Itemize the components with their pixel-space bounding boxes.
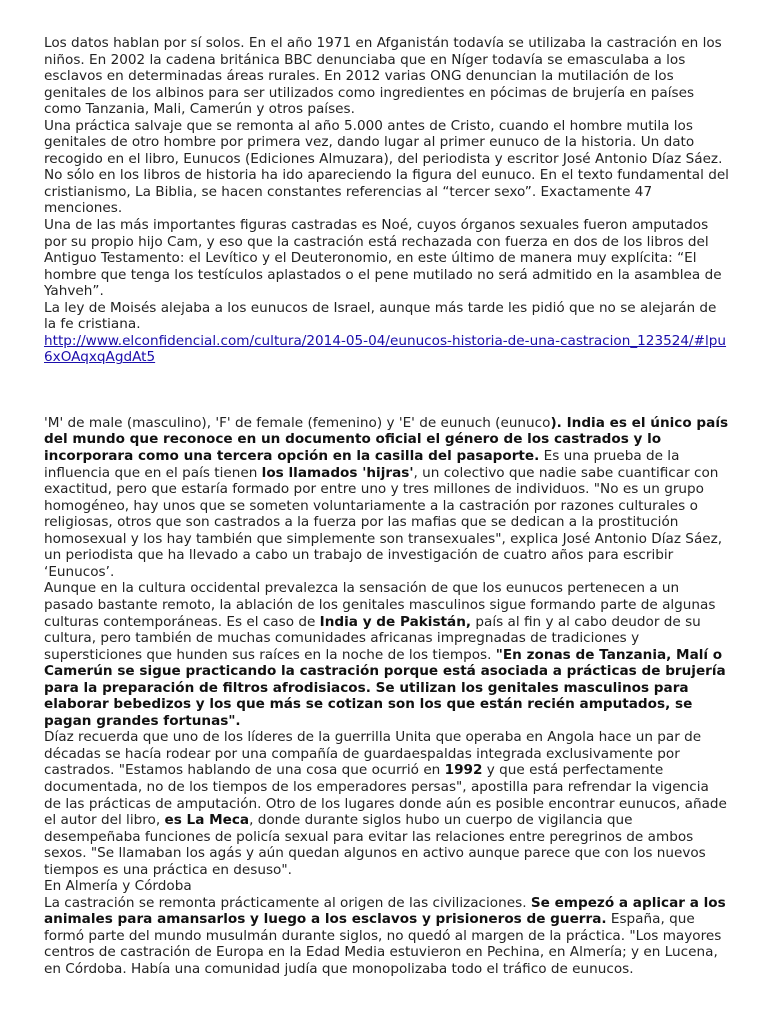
source-link-row <box>44 333 730 366</box>
source-link[interactable]: http://www.elconfidencial.com/cultura/2014-05-04/eunucos-historia-de-una-castracion_123524/#lpu6xOAqxqAgdAt5 <box>44 332 727 366</box>
text-segment: Es una prueba de la influencia que en el país tienen <box>44 448 680 481</box>
text-segment: , un colectivo que nadie sabe cuantificar con exactitud, pero que estaría formado por entre uno y tres millones de individuos. "No es un grupo homogéneo, hay unos que se someten voluntariamente a la castración por razones culturales o religiosas, otros que son castrados a la fuerza por las mafias que se dedican a la prostitución homosexual y los hay también que simplemente son transexuales", explica José Antonio Díaz Sáez, un periodista que ha llevado a cabo un trabajo de investigación de cuatro años para escribir ‘Eunucos’. <box>44 464 723 580</box>
bold-segment: India y de Pakistán, <box>319 613 472 630</box>
paragraph-origen-civilizaciones <box>44 895 730 978</box>
text-segment: , donde durante siglos hubo un cuerpo de vigilancia que desempeñaba funciones de policía sexual para evitar las relaciones entre peregrinos de ambos sexos. "Se llamaban los agás y aún quedan algunos en activo aunque parece que con los nuevos tiempos es una práctica en desuso". <box>44 812 706 878</box>
bold-segment: ). India es el único país del mundo que reconoce en un documento oficial el género de los castrados y lo incorporara como una tercera opción en la casilla del pasaporte. <box>44 414 729 465</box>
paragraph-cultura-occidental <box>44 580 730 729</box>
text-segment: y que está perfectamente documentada, no de los tiempos de los emperadores persas", apostilla para refrendar la vigencia de las prácticas de amputación. Otro de los lugares donde aún es posible encontrar eunucos, añade el autor del libro, <box>44 762 727 829</box>
text-segment: España, que formó parte del mundo musulmán durante siglos, no quedó al margen de la práctica. "Los mayores centros de castración de Europa en la Edad Media estuvieron en Pechina, en Almería; y en Lucena, en Córdoba. Había una comunidad judía que monopolizaba todo el tráfico de eunucos. <box>44 911 722 977</box>
paragraph-angola <box>44 729 730 878</box>
bold-segment: Se empezó a aplicar a los animales para amansarlos y luego a los esclavos y prisioneros de guerra. <box>44 894 726 928</box>
text-segment: 'M' de male (masculino), 'F' de female (femenino) y 'E' de eunuch (eunuco <box>44 414 551 431</box>
paragraph-biblia: No sólo en los libros de historia ha ido apareciendo la figura del eunuco. En el texto fundamental del cristianismo, La Biblia, se hacen constantes referencias al “tercer sexo”. Exactamente 47 menciones. <box>44 167 729 217</box>
bold-segment: los llamados 'hijras' <box>261 464 414 481</box>
document-body <box>44 35 730 978</box>
paragraph-afganistan: Los datos hablan por sí solos. En el año 1971 en Afganistán todavía se utilizaba la castración en los niños. En 2002 la cadena británica BBC denunciaba que en Níger todavía se emasculaba a los esclavos en determinadas áreas rurales. En 2012 varias ONG denuncian la mutilación de los genitales de los albinos para ser utilizados como ingredientes en pócimas de brujería en países como Tanzania, Mali, Camerún y otros países. <box>44 35 722 118</box>
text-segment: Díaz recuerda que uno de los líderes de la guerrilla Unita que operaba en Angola hace un par de décadas se hacía rodear por una compañía de guardaespaldas integrada exclusivamente por castrados. "Estamos hablando de una cosa que ocurrió en <box>44 729 702 779</box>
bold-segment: es La Meca <box>164 812 250 829</box>
text-segment: Aunque en la cultura occidental prevalezca la sensación de que los eunucos pertenecen a un pasado bastante remoto, la ablación de los genitales masculinos sigue formando parte de algunas culturas contemporáneas. Es el caso de <box>44 580 716 630</box>
paragraph-noe: Una de las más importantes figuras castradas es Noé, cuyos órganos sexuales fueron amputados por su propio hijo Cam, y eso que la castración está rechazada con fuerza en dos de los libros del Antiguo Testamento: el Levítico y el Deuteronomio, en este último de manera muy explícita: “El hombre que tenga los testículos aplastados o el pene mutilado no será admitido en la asamblea de Yahveh”. <box>44 217 722 300</box>
text-segment: país al fin y al cabo deudor de su cultura, pero también de muchas comunidades africanas impregnadas de tradiciones y supersticiones que hunden sus raíces en la noche de los tiempos. <box>44 613 701 663</box>
paragraph-india-pasaporte <box>44 415 730 580</box>
paragraph-practica-salvaje: Una práctica salvaje que se remonta al año 5.000 antes de Cristo, cuando el hombre mutila los genitales de otro hombre por primera vez, dando lugar al primer eunuco de la historia. Un dato recogido en el libro, Eunucos (Ediciones Almuzara), del periodista y escritor José Antonio Díaz Sáez. <box>44 117 723 167</box>
section-heading: En Almería y Córdoba <box>44 878 192 895</box>
bold-quote: "En zonas de Tanzania, Malí o Camerún se sigue practicando la castración porque está asociada a prácticas de brujería para la preparación de filtros afrodisiacos. Se utilizan los genitales masculinos para elaborar bebedizos y los que más se cotizan son los que están recién amputados, se pagan grandes fortunas". <box>44 646 726 729</box>
paragraph-moises: La ley de Moisés alejaba a los eunucos de Israel, aunque más tarde les pidió que no se alejarán de la fe cristiana. <box>44 299 717 333</box>
text-segment: La castración se remonta prácticamente al origen de las civilizaciones. <box>44 894 531 911</box>
blank-gap <box>44 366 730 415</box>
bold-segment: 1992 <box>444 762 483 779</box>
